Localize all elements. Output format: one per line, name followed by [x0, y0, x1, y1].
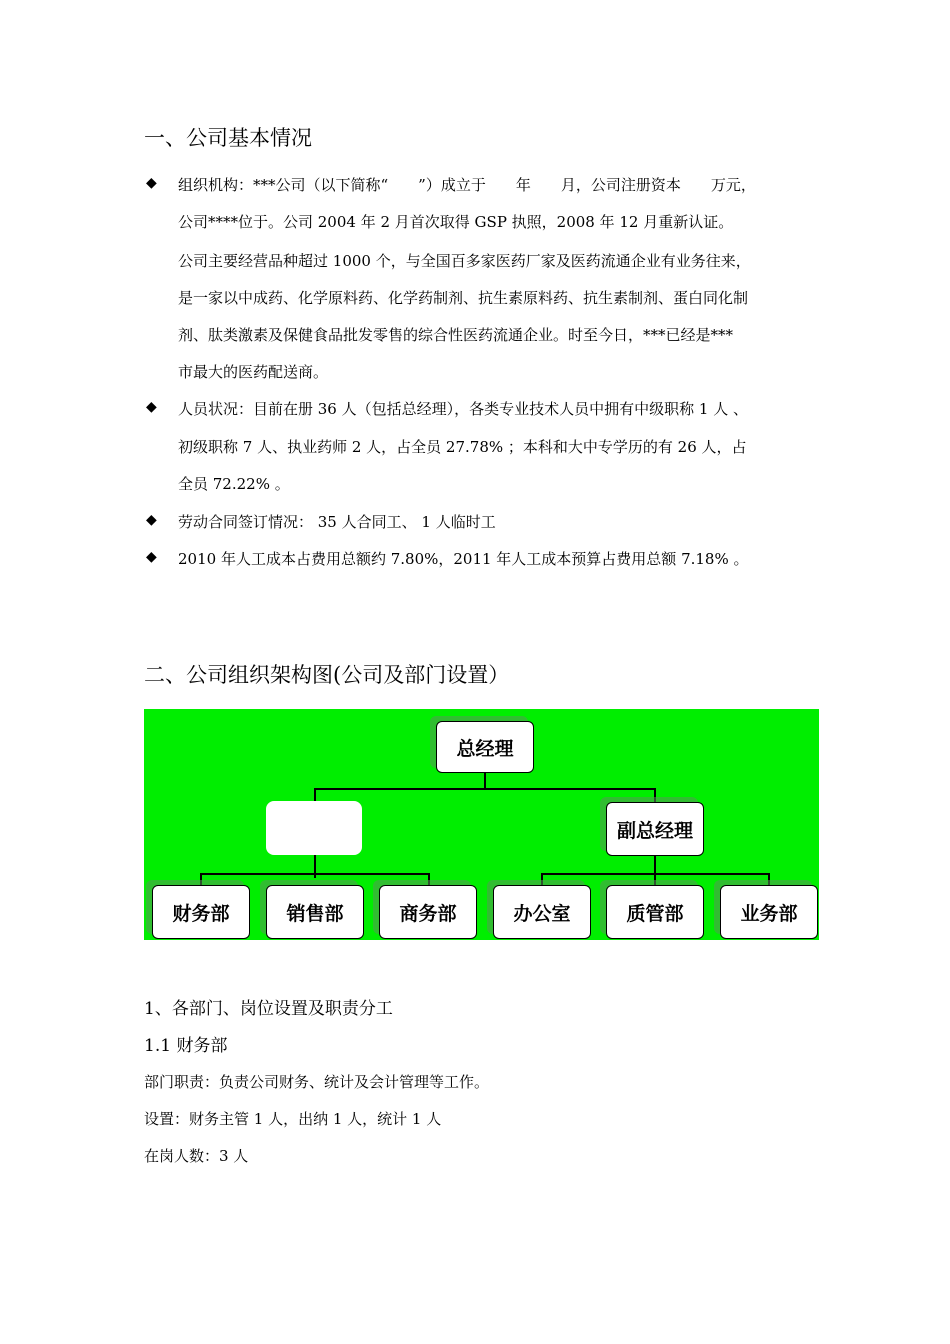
connector-line — [768, 873, 770, 885]
node-business-dept: 业务部 — [720, 885, 818, 939]
bullet-icon: ◆ — [146, 175, 157, 191]
para-org-line-3: 公司主要经营品种超过 1000 个，与全国百多家医药厂家及医药流通企业有业务往来， — [178, 252, 751, 270]
node-blank — [266, 801, 362, 855]
node-quality-dept: 质管部 — [606, 885, 704, 939]
connector-line — [200, 873, 202, 885]
finance-headcount: 在岗人数：3 人 — [144, 1147, 249, 1165]
connector-line — [654, 873, 656, 885]
finance-duty: 部门职责：负责公司财务、统计及会计管理等工作。 — [144, 1073, 490, 1091]
section-1-title: 一、公司基本情况 — [144, 126, 312, 150]
para-org-line-2: 公司****位于。公司 2004 年 2 月首次取得 GSP 执照，2008 年 12 月重新认证。 — [178, 213, 734, 231]
bullet-icon: ◆ — [146, 512, 157, 528]
para-org-line-5: 剂、肽类激素及保健食品批发零售的综合性医药流通企业。时至今日，***已经是*** — [178, 326, 734, 344]
para-org-line-6: 市最大的医药配送商。 — [178, 363, 329, 381]
para-staff-line-3: 全员 72.22% 。 — [178, 475, 290, 493]
section-3-title: 1、各部门、岗位设置及职责分工 — [144, 999, 393, 1019]
node-deputy-manager: 副总经理 — [606, 802, 704, 856]
subsection-finance-title: 1.1 财务部 — [144, 1036, 228, 1056]
node-general-manager: 总经理 — [436, 721, 534, 773]
connector-line — [314, 788, 655, 790]
connector-line — [654, 856, 656, 874]
node-sales-dept: 销售部 — [266, 885, 364, 939]
node-finance-dept: 财务部 — [152, 885, 250, 939]
finance-setup: 设置：财务主管 1 人，出纳 1 人，统计 1 人 — [144, 1110, 442, 1128]
section-2-title: 二、公司组织架构图(公司及部门设置） — [144, 663, 510, 687]
para-staff-line-2: 初级职称 7 人、执业药师 2 人，占全员 27.78% ；本科和大中专学历的有 26 人，占 — [178, 438, 747, 456]
para-org-line-1: 组织机构：***公司（以下简称“ ”）成立于 年 月，公司注册资本 万元， — [178, 176, 756, 194]
para-contract: 劳动合同签订情况： 35 人合同工、 1 人临时工 — [178, 513, 496, 531]
bullet-icon: ◆ — [146, 549, 157, 565]
node-commerce-dept: 商务部 — [379, 885, 477, 939]
connector-line — [541, 873, 543, 885]
bullet-icon: ◆ — [146, 399, 157, 415]
connector-line — [484, 771, 486, 789]
para-staff-line-1: 人员状况：目前在册 36 人（包括总经理），各类专业技术人员中拥有中级职称 1 人 、 — [178, 400, 748, 418]
para-labor-cost: 2010 年人工成本占费用总额约 7.80%，2011 年人工成本预算占费用总额 7.18% 。 — [178, 550, 749, 568]
node-office-dept: 办公室 — [493, 885, 591, 939]
para-org-line-4: 是一家以中成药、化学原料药、化学药制剂、抗生素原料药、抗生素制剂、蛋白同化制 — [178, 289, 749, 307]
connector-line — [428, 873, 430, 885]
org-chart — [144, 709, 819, 940]
connector-line — [200, 873, 429, 875]
